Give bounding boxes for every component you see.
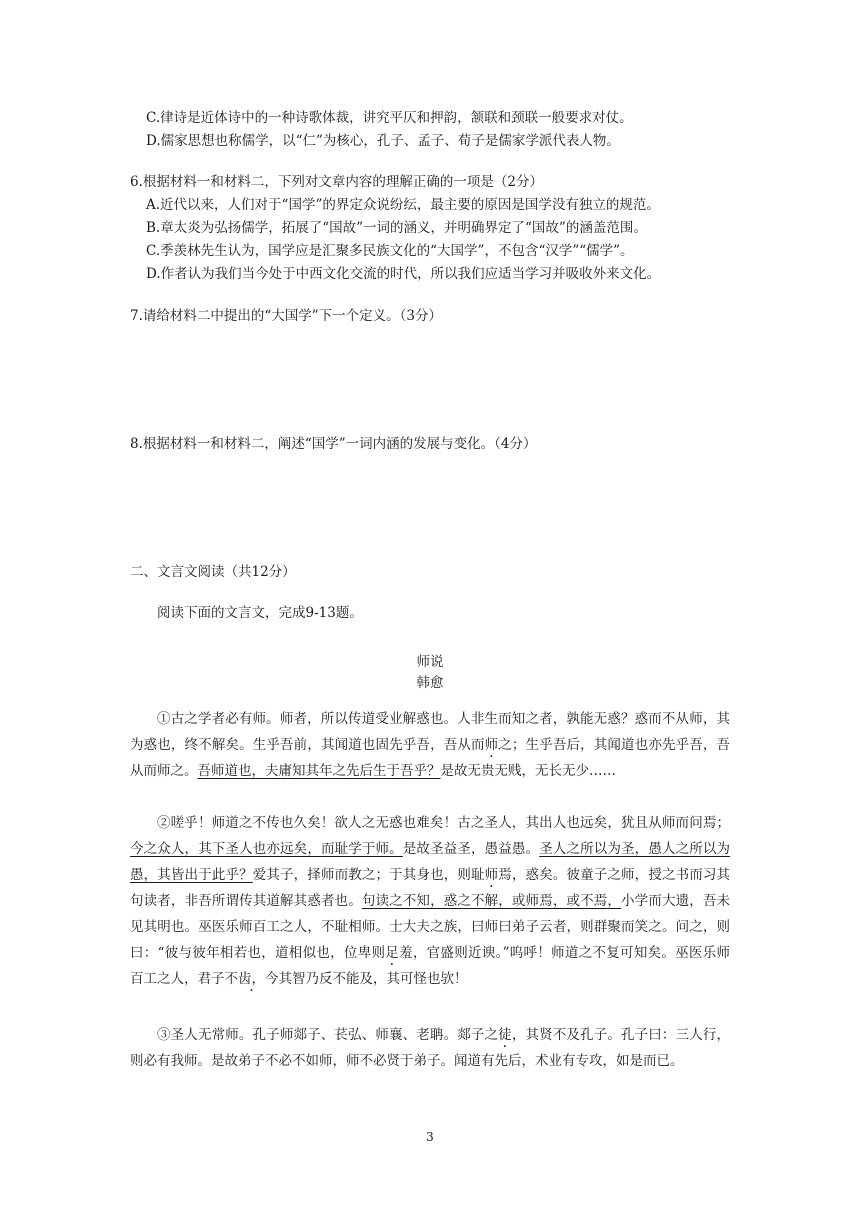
paragraph-2-text-f: 足羞，官盛则近谀。”呜呼！师道之不复可知矣。巫医乐师百工之人，君子 [130, 945, 731, 987]
paragraph-1-text-a: ①古之学者必有师。师者，所以传道受业解惑也。人非生而知之者，孰能无惑？惑而不从师，其为惑也，终不解矣。生乎吾前，其闻道也固先乎吾，吾从 [130, 711, 730, 753]
section-2-instruction: 阅读下面的文言文，完成9-13题。 [157, 605, 363, 621]
paragraph-2-text-c: 爱其子，择师而教之；于其身也，则 [252, 867, 471, 883]
paragraph-3-text-a: ③圣人无常师。孔子师郯子、苌弘、师襄、老聃。郯子 [157, 1027, 485, 1043]
question-6-stem: 6.根据材料一和材料二，下列对文章内容的理解正确的一项是（2分） [130, 174, 543, 190]
question-8-stem: 8.根据材料一和材料二，阐述“国学”一词内涵的发展与变化。（4分） [130, 436, 537, 452]
paragraph-1-text-b: 师之；生乎吾后，其闻道也亦先乎吾，吾从而师之。 [130, 737, 731, 779]
essay-title: 师说 [416, 654, 444, 670]
paragraph-2-text-d: 师焉，惑矣。彼童子之师，授之书而习其句读者，非吾所谓传其道解其惑者也。 [130, 867, 731, 909]
paragraph-2-text-b: 是故圣益圣，愚益愚。 [402, 841, 540, 857]
paragraph-1-text-c: 是故无贵无贱，无长无少…… [440, 763, 616, 779]
paragraph-2-text-g: ，今其智乃反不能及，其可怪也欤！ [251, 971, 468, 987]
underlined-sentence: 吾师道也，夫庸知其年之先后生于吾乎？ [197, 763, 441, 779]
option-c-prev: C.律诗是近体诗中的一种诗歌体裁，讲究平仄和押韵，颔联和颈联一般要求对仗。 [146, 110, 633, 126]
underlined-sentence: 句读之不知，惑之不解，或师焉，或不焉， [361, 893, 622, 909]
paragraph-2-text-e: 小学而大遗，吾未见其明也。巫医乐师百工之人，不耻相师。士大夫之族，曰师曰弟子云者，则群聚而笑之。问之，则曰：“彼与彼年相若也，道相似也，位卑 [130, 893, 731, 961]
question-6-option-d: D.作者认为我们当今处于中西文化交流的时代，所以我们应适当学习并吸收外来文化。 [146, 266, 661, 282]
dotted-char: 不齿 [224, 971, 252, 987]
dotted-char: 耻 [471, 867, 485, 883]
question-6-option-a: A.近代以来，人们对于“国学”的界定众说纷纭，最主要的原因是国学没有独立的规范。 [146, 197, 660, 213]
section-2-heading: 二、文言文阅读（共12分） [130, 564, 296, 580]
dotted-char: 而 [471, 737, 485, 753]
paragraph-3-text-b: 徒，其贤不及孔子。孔子曰：三人行，则必有我师。是故弟子不必不如师，师不必贤于弟子。闻道有先后，术业有专攻，如是而已。 [130, 1027, 731, 1069]
question-7-stem: 7.请给材料二中提出的“大国学”下一个定义。（3分） [130, 308, 443, 324]
paragraph-2-text-a: ②嗟乎！师道之不传也久矣！欲人之无惑也难矣！古之圣人，其出人也远矣，犹且从师而问焉； [157, 815, 730, 831]
dotted-char: 之 [484, 1027, 499, 1043]
essay-author: 韩愈 [416, 675, 444, 691]
question-6-option-c: C.季羡林先生认为，国学应是汇聚多民族文化的“大国学”，不包含“汉学”“儒学”。 [146, 243, 634, 259]
question-6-option-b: B.章太炎为弘扬儒学，拓展了“国故”一词的涵义，并明确界定了“国故”的涵盖范围。 [146, 220, 647, 236]
paragraph-1 [130, 706, 730, 784]
underlined-sentence: 圣人之所以为圣，愚人之所以为愚，其皆出于此乎？ [130, 841, 731, 883]
underlined-sentence: 今之众人，其下圣人也亦远矣，而耻学于师。 [130, 841, 403, 857]
dotted-char: 则 [371, 945, 386, 961]
page-number: 3 [426, 1130, 434, 1144]
paragraph-2 [130, 810, 730, 992]
option-d-prev: D.儒家思想也称儒学，以“仁”为核心，孔子、孟子、荀子是儒家学派代表人物。 [146, 133, 620, 149]
paragraph-3 [130, 1022, 730, 1074]
